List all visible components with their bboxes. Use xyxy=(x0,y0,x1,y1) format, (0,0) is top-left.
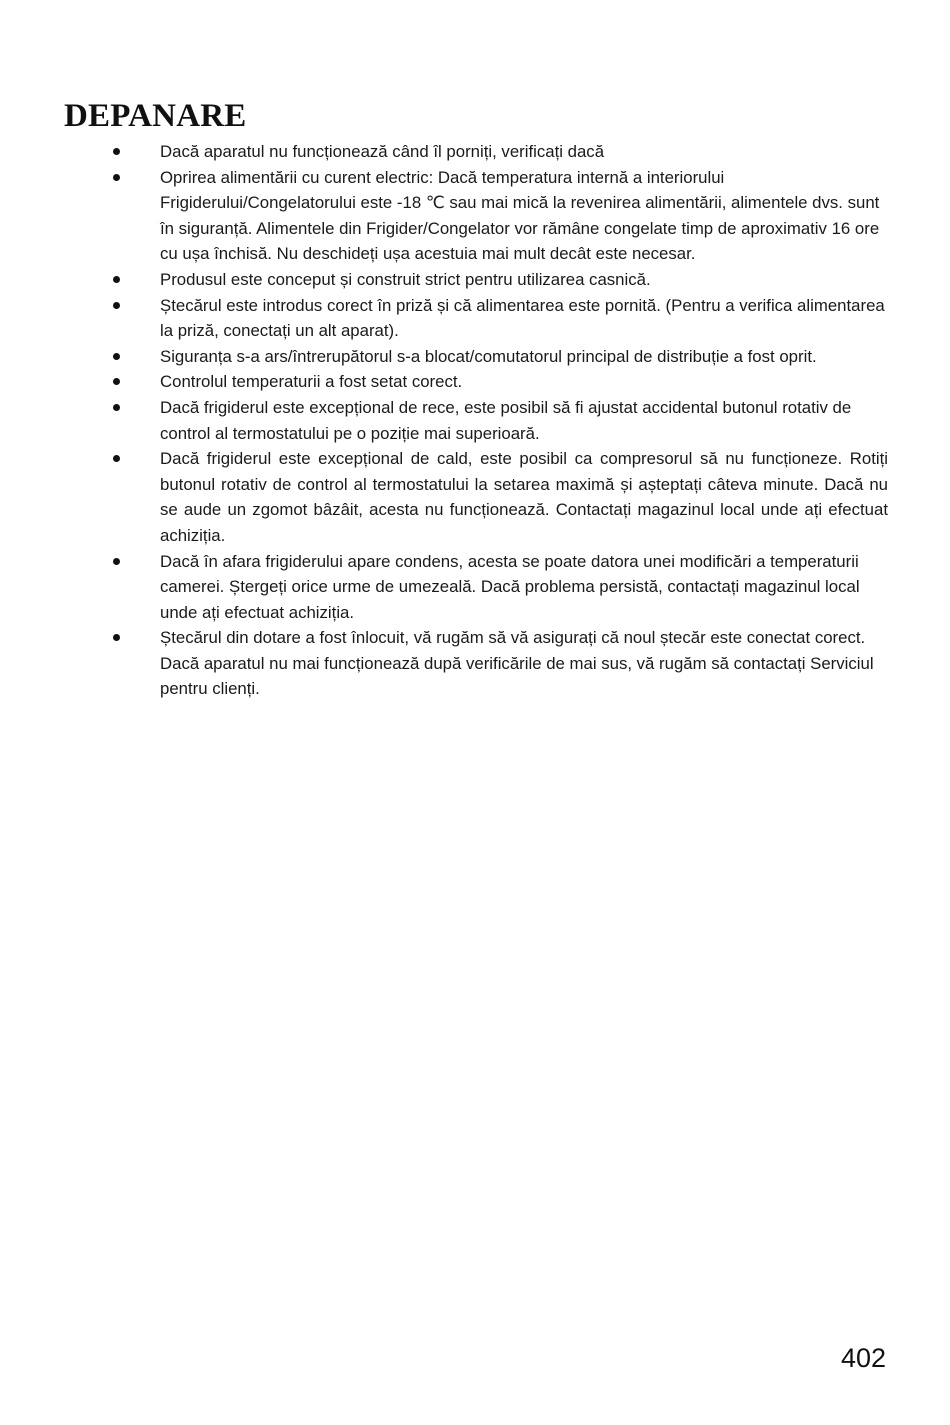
list-item xyxy=(0,625,888,702)
list-item-text: Dacă frigiderul este excepțional de rece, este posibil să fi ajustat accidental butonul rotativ de control al termostatului pe o poziție mai superioară. xyxy=(160,397,852,443)
troubleshooting-list xyxy=(0,139,950,702)
bullet-icon xyxy=(113,455,120,462)
list-item xyxy=(0,395,888,446)
list-item xyxy=(0,139,888,165)
list-item-text: Ștecărul este introdus corect în priză și că alimentarea este pornită. (Pentru a verifica alimentarea la priză, conectați un alt aparat). xyxy=(160,295,885,341)
list-item-text: Oprirea alimentării cu curent electric: Dacă temperatura internă a interiorului Frigiderului/Congelatorului este -18 ℃ sau mai mică la revenirea alimentării, alimentele dvs. sunt în siguranță. Alimentele din Frigider/Congelator vor rămâne congelate timp de aproximativ 16 ore cu ușa închisă. Nu deschideți ușa acestuia mai mult decât este necesar. xyxy=(160,167,880,264)
list-item xyxy=(0,267,888,293)
page-number: 402 xyxy=(840,1343,886,1373)
bullet-icon xyxy=(113,148,120,155)
bullet-icon xyxy=(113,634,120,641)
bullet-icon xyxy=(113,558,120,565)
list-item xyxy=(0,369,888,395)
list-item-text: Dacă în afara frigiderului apare condens, acesta se poate datora unei modificări a temperaturii camerei. Ștergeți orice urme de umezeală. Dacă problema persistă, contactați magazinul local unde ați efectuat achiziția. xyxy=(160,551,860,622)
list-item-text: Produsul este conceput și construit strict pentru utilizarea casnică. xyxy=(160,269,651,289)
list-item xyxy=(0,549,888,626)
list-item xyxy=(0,446,888,548)
bullet-icon xyxy=(113,276,120,283)
bullet-icon xyxy=(113,302,120,309)
bullet-icon xyxy=(113,174,120,181)
list-item-text: Siguranța s-a ars/întrerupătorul s-a blocat/comutatorul principal de distribuție a fost oprit. xyxy=(160,346,817,366)
list-item xyxy=(0,293,888,344)
list-item-text: Controlul temperaturii a fost setat corect. xyxy=(160,372,463,392)
list-item xyxy=(0,344,888,370)
bullet-icon xyxy=(113,378,120,385)
list-item-text: Dacă frigiderul este excepțional de cald, este posibil ca compresorul să nu funcționeze. Rotiți butonul rotativ de control al termostatului la setarea maximă și așteptați câteva minute. Dacă nu se aude un zgomot bâzâit, acesta nu funcționează. Contactați magazinul local unde ați efectuat achiziția. xyxy=(160,449,888,545)
bullet-icon xyxy=(113,353,120,360)
list-item-text: Dacă aparatul nu funcționează când îl porniți, verificați dacă xyxy=(160,142,605,161)
list-item-text: Ștecărul din dotare a fost înlocuit, vă rugăm să vă asigurați că noul ștecăr este conectat corect. Dacă aparatul nu mai funcționează după verificările de mai sus, vă rugăm să contactați Serviciul pentru clienți. xyxy=(160,628,874,699)
page-title: DEPANARE xyxy=(64,98,247,134)
list-item xyxy=(0,165,888,267)
bullet-icon xyxy=(113,404,120,411)
